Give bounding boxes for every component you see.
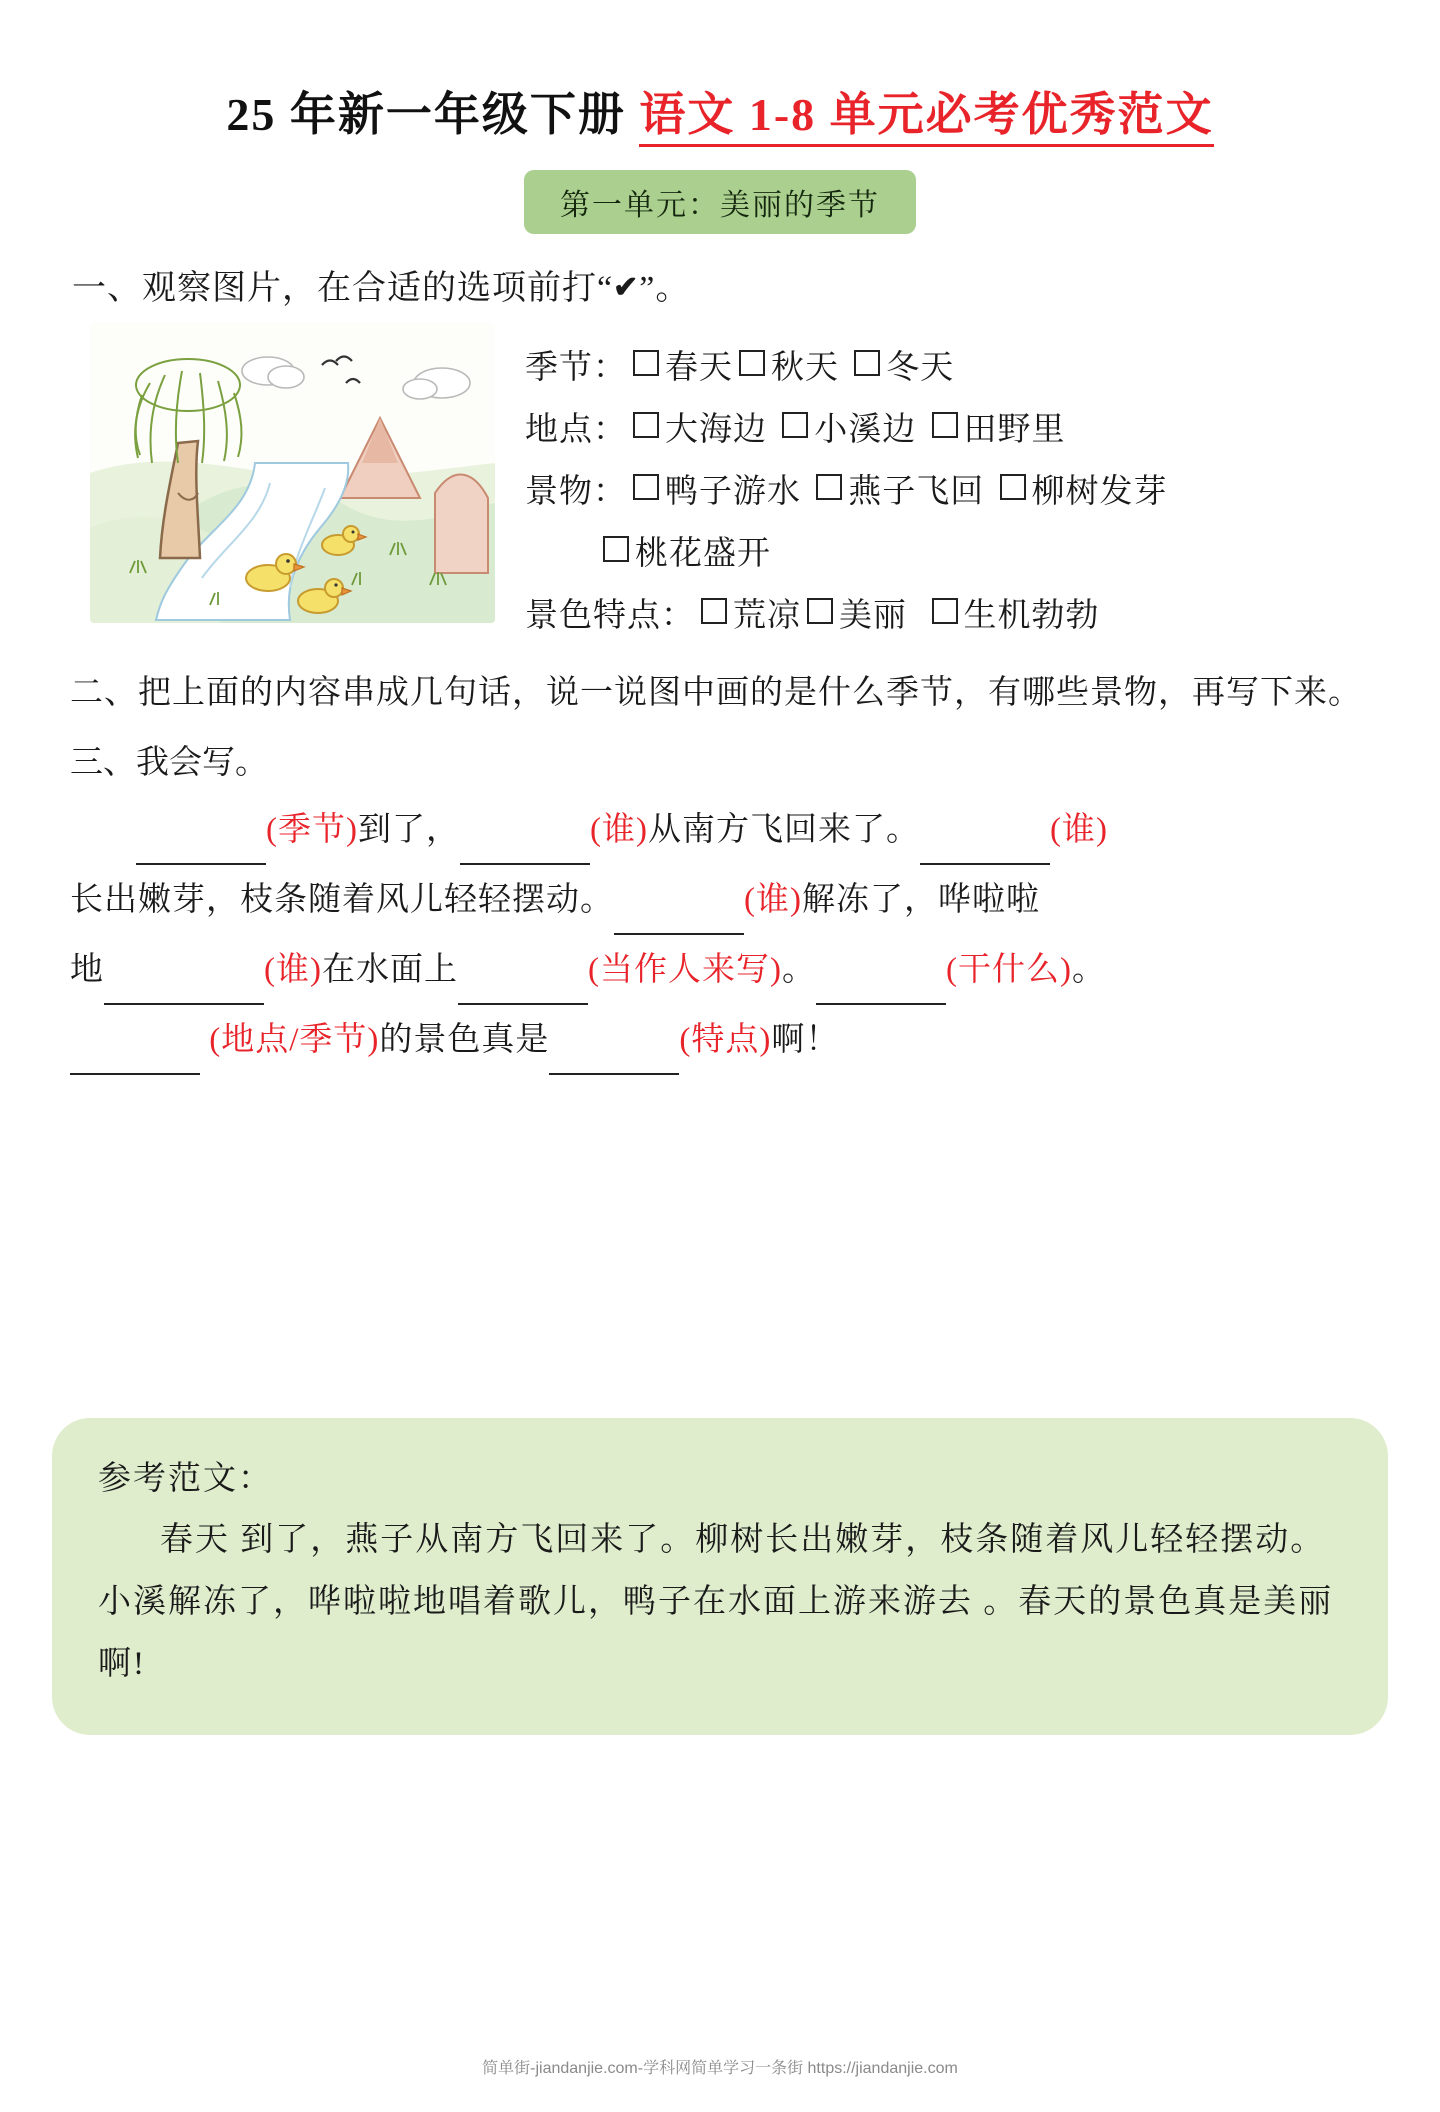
option-season-winter[interactable]: 冬天 — [886, 350, 955, 386]
checkbox-season-autumn[interactable] — [739, 350, 765, 376]
option-season-spring[interactable]: 春天 — [665, 350, 733, 386]
question-3-heading: 三、我会写。 — [70, 745, 268, 781]
text-2: 从南方飞回来了。 — [647, 812, 920, 848]
text-8: 。 — [1071, 952, 1106, 988]
footer-watermark: 简单街-jiandanjie.com-学科网简单学习一条街 https://jiandanjie.com — [482, 2060, 958, 2077]
hint-7: (干什么) — [945, 952, 1072, 988]
hint-3: (谁) — [1049, 812, 1108, 848]
scene-illustration — [90, 323, 495, 623]
fill-in-exercise — [70, 795, 1380, 1075]
option-row-season — [525, 337, 1440, 399]
sample-answer-title: 参考范文： — [98, 1461, 273, 1497]
option-scenery-willow[interactable]: 柳树发芽 — [1031, 474, 1168, 510]
text-7: 。 — [781, 952, 816, 988]
option-place-seaside[interactable]: 大海边 — [665, 412, 767, 448]
option-row-place-label: 地点： — [525, 412, 627, 448]
sample-answer-box — [52, 1418, 1388, 1735]
option-scenery-peach[interactable]: 桃花盛开 — [635, 536, 771, 572]
fill-line-3 — [70, 935, 1380, 1005]
option-feature-vibrant[interactable]: 生机勃勃 — [963, 598, 1100, 634]
option-feature-beautiful[interactable]: 美丽 — [839, 598, 907, 634]
option-row-scenery-cont — [525, 523, 1440, 585]
checkbox-feature-desolate[interactable] — [701, 598, 727, 624]
unit-banner: 第一单元：美丽的季节 — [524, 170, 916, 234]
checkbox-feature-vibrant[interactable] — [932, 598, 958, 624]
hint-1: (季节) — [266, 812, 358, 848]
hint-4: (谁) — [744, 882, 802, 918]
page-title — [0, 78, 1440, 144]
checkbox-scenery-willow[interactable] — [1000, 474, 1026, 500]
text-1: 到了， — [357, 812, 460, 848]
hint-9: (特点) — [679, 1022, 772, 1058]
picture-and-options — [0, 323, 1440, 647]
option-row-scenery — [525, 461, 1440, 523]
worksheet-page — [0, 78, 1440, 2112]
checkbox-feature-beautiful[interactable] — [807, 598, 833, 624]
hint-5: (谁) — [264, 952, 322, 988]
blank-8[interactable] — [70, 1073, 200, 1075]
option-feature-desolate[interactable]: 荒凉 — [733, 598, 801, 634]
page-title-black: 25 年新一年级下册 — [226, 89, 626, 140]
option-row-feature — [525, 585, 1440, 647]
question-2-text: 二、把上面的内容串成几句话，说一说图中画的是什么季节，有哪些景物，再写下来。 — [70, 675, 1362, 711]
checkbox-season-winter[interactable] — [854, 350, 880, 376]
blank-9[interactable] — [549, 1073, 679, 1075]
text-10: 啊！ — [771, 1022, 840, 1058]
option-season-autumn[interactable]: 秋天 — [771, 350, 839, 386]
page-title-red: 语文 1-8 单元必考优秀范文 — [639, 89, 1213, 147]
checkbox-place-seaside[interactable] — [633, 412, 659, 438]
question-1-heading — [72, 260, 1440, 309]
option-list — [495, 323, 1440, 647]
hint-6: (当作人来写) — [587, 952, 782, 988]
checkbox-scenery-peach[interactable] — [603, 536, 629, 562]
sample-answer-body: 春天 到了，燕子从南方飞回来了。柳树长出嫩芽，枝条随着风儿轻轻摆动。小溪解冻了，哗啦啦地唱着歌儿，鸭子在水面上游来游去 。春天的景色真是美丽啊! — [98, 1522, 1334, 1682]
question-1-prefix: 一、观察图片，在合适的选项前打“ — [72, 270, 614, 307]
checkbox-place-stream[interactable] — [782, 412, 808, 438]
hint-2: (谁) — [589, 812, 648, 848]
text-5: 地 — [70, 952, 104, 988]
text-9: 的景色真是 — [379, 1022, 550, 1058]
text-3: 长出嫩芽，枝条随着风儿轻轻摆动。 — [70, 882, 614, 918]
option-place-stream[interactable]: 小溪边 — [814, 412, 917, 448]
checkbox-season-spring[interactable] — [633, 350, 659, 376]
text-6: 在水面上 — [321, 952, 458, 988]
checkbox-place-field[interactable] — [932, 412, 958, 438]
option-row-place — [525, 399, 1440, 461]
text-4: 解冻了，哗啦啦 — [801, 882, 1040, 918]
fill-line-4 — [70, 1005, 1380, 1075]
fill-line-2 — [70, 865, 1380, 935]
unit-banner-wrap — [0, 170, 1440, 234]
question-1-suffix: ”。 — [639, 270, 691, 307]
fill-line-1 — [70, 795, 1380, 865]
option-row-scenery-label: 景物： — [525, 474, 627, 510]
option-scenery-duck[interactable]: 鸭子游水 — [665, 474, 801, 510]
checkbox-scenery-swallow[interactable] — [816, 474, 842, 500]
check-mark-icon: ✔ — [613, 271, 640, 304]
option-place-field[interactable]: 田野里 — [963, 412, 1066, 448]
hint-8: (地点/季节) — [209, 1022, 380, 1058]
checkbox-scenery-duck[interactable] — [633, 474, 659, 500]
option-row-feature-label: 景色特点： — [525, 598, 695, 634]
option-scenery-swallow[interactable]: 燕子飞回 — [848, 474, 985, 510]
option-row-season-label: 季节： — [525, 350, 627, 386]
